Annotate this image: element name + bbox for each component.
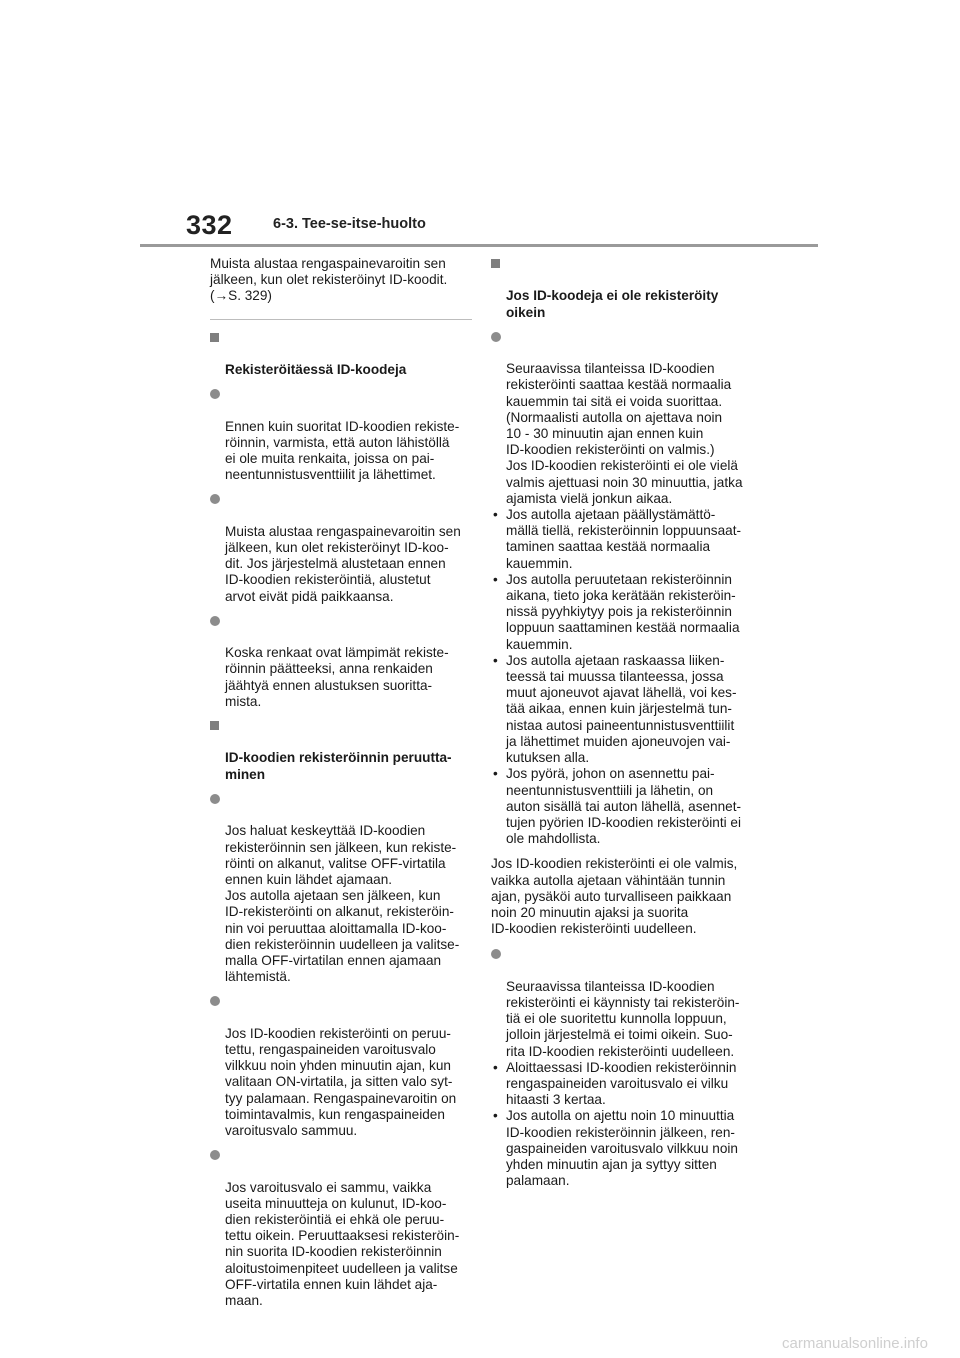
circle-bullet-icon	[210, 494, 220, 504]
sub-list-item-text: Jos autolla on ajettu noin 10 minuuttia ID-koodien rekisteröinnin jälkeen, ren- gaspaineiden varoitusvalo vilkkuu noin yhden minuutin ajan ja syttyy sitten palamaan.	[506, 1108, 738, 1189]
list-item-text: Jos ID-koodien rekisteröinti on peruu- tettu, rengaspaineiden varoitusvalo vilkkuu noin yhden minuutin ajan, kun valitaan ON-virtatila, ja sitten valo syt- tyy palamaan. Rengaspainevaroitin on toimintavalmis, kun rengaspaineiden varoitusvalo sammuu.	[225, 1025, 457, 1138]
sub-list-item	[491, 653, 753, 766]
circle-bullet-icon	[210, 616, 220, 626]
sub-list-item-text: Jos autolla ajetaan raskaassa liiken- teessä tai muussa tilanteessa, jossa muut ajoneuvot ajavat lähellä, voi kes- tää aikaa, ennen kuin järjestelmä tun- nistaa autosi paineentunnistusventtiilit ja lähettimet muiden ajoneuvojen vai- kutuksen alla.	[506, 652, 737, 766]
list-item	[210, 386, 472, 483]
heading-registering	[210, 330, 472, 379]
circle-bullet-icon	[210, 794, 220, 804]
section-title: 6-3. Tee-se-itse-huolto	[273, 216, 426, 232]
circle-bullet-icon	[210, 1150, 220, 1160]
list-item	[491, 329, 753, 507]
sub-list-item	[491, 1108, 753, 1189]
sub-list	[491, 507, 753, 847]
sub-list-item	[491, 1060, 753, 1109]
list-item-text: Jos varoitusvalo ei sammu, vaikka useita minuutteja on kulunut, ID-koo- dien rekisteröintiä ei ehkä ole peruu- tettu oikein. Peruuttaaksesi rekisteröin- nin suorita ID-koodien rekisteröinnin aloitustoimenpiteet uudelleen ja valitse OFF-virtatila ennen kuin lähdet aja- maan.	[225, 1179, 460, 1308]
sub-list-item	[491, 572, 753, 653]
sub-list-item	[491, 507, 753, 572]
heading-text: Rekisteröitäessä ID-koodeja	[225, 362, 407, 378]
sub-list-item-text: Aloittaessasi ID-koodien rekisteröinnin rengaspaineiden varoitusvalo ei vilku hitaasti 3 kertaa.	[506, 1059, 737, 1108]
sub-list	[491, 1060, 753, 1190]
sub-list-item-text: Jos autolla peruutetaan rekisteröinnin aikana, tieto joka kerätään rekisteröin- nissä pyyhkiytyy pois ja rekisteröinnin loppuun saattaminen kestää normaalia kauemmin.	[506, 571, 740, 652]
sub-list-item-text: Jos pyörä, johon on asennettu pai- neentunnistusventtiili ja lähetin, on auton sisällä tai auton lähellä, asennet- tujen pyörien ID-koodien rekisteröinti ei ole mahdollista.	[506, 766, 742, 847]
page-header	[0, 0, 960, 250]
dot-bullet-icon: •	[493, 507, 498, 523]
watermark: carmanualsonline.info	[782, 1335, 928, 1352]
heading-cancelling	[210, 718, 472, 783]
dot-bullet-icon: •	[493, 571, 498, 587]
circle-bullet-icon	[210, 996, 220, 1006]
sub-list-item-text: Jos autolla ajetaan päällystämättö- mällä tiellä, rekisteröinnin loppuunsaat- taminen saattaa kestää normaalia kauemmin.	[506, 507, 741, 571]
body-paragraph: Jos ID-koodien rekisteröinti ei ole valmis, vaikka autolla ajetaan vähintään tunnin ajan, pysäköi auto turvalliseen paikkaan noin 20 minuutin ajaksi ja suorita ID-koodien rekisteröinti uudelleen.	[491, 856, 738, 937]
list-item-text: Ennen kuin suoritat ID-koodien rekiste- röinnin, varmista, että auton lähistöllä ei ole muita renkaita, joissa on pai- neentunnistusventtiilit ja lähettimet.	[225, 418, 460, 483]
circle-bullet-icon	[210, 389, 220, 399]
list-item-text: Koska renkaat ovat lämpimät rekiste- röinnin päätteeksi, anna renkaiden jäähtyä ennen alustuksen suoritta- mista.	[225, 645, 449, 709]
right-column	[491, 256, 753, 1198]
sub-list-item	[491, 766, 753, 847]
list-item-text: Seuraavissa tilanteissa ID-koodien rekisteröinti saattaa kestää normaalia kauemmin tai sitä ei voida suorittaa. (Normaalisti autolla on ajettava noin 10 - 30 minuutin ajan ennen kuin ID-koodien rekisteröinti on valmis.) Jos ID-koodien rekisteröinti ei ole vielä valmis ajettuasi noin 30 minuuttia, jatka ajamista vielä jonkun aikaa.	[506, 361, 743, 506]
intro-paragraph: Muista alustaa rengaspainevaroitin sen jälkeen, kun olet rekisteröinyt ID-koodit. (→S. 329)	[210, 256, 448, 304]
circle-bullet-icon	[491, 332, 501, 342]
dot-bullet-icon: •	[493, 652, 498, 668]
list-item	[210, 791, 472, 985]
list-item-text: Muista alustaa rengaspainevaroitin sen jälkeen, kun olet rekisteröinyt ID-koo- dit. Jos järjestelmä alustetaan ennen ID-koodien rekisteröintiä, alustetut arvot eivät pidä paikkaansa.	[225, 523, 461, 604]
list-item	[210, 613, 472, 710]
square-bullet-icon	[491, 259, 500, 268]
list-item-text: Jos haluat keskeyttää ID-koodien rekisteröinnin sen jälkeen, kun rekiste- röinti on alkanut, valitse OFF-virtatila ennen kuin lähdet ajamaan. Jos autolla ajetaan sen jälkeen, kun ID-rekisteröinti on alkanut, rekisteröin- nin voi peruuttaa aloittamalla ID-koo- dien rekisteröinnin uudelleen ja valitse- malla OFF-virtatilan ennen ajamaan lähtemistä.	[225, 823, 460, 985]
heading-not-registered	[491, 256, 753, 321]
list-item	[210, 491, 472, 604]
dot-bullet-icon: •	[493, 766, 498, 782]
circle-bullet-icon	[491, 949, 501, 959]
square-bullet-icon	[210, 333, 219, 342]
list-item-text: Seuraavissa tilanteissa ID-koodien rekisteröinti ei käynnisty tai rekisteröin- tiä ei ole suoritettu kunnolla loppuun, jolloin järjestelmä ei toimi oikein. Suo- rita ID-koodien rekisteröinti uudelleen.	[506, 978, 740, 1059]
left-column	[210, 256, 472, 1317]
heading-text: Jos ID-koodeja ei ole rekisteröity oikein	[506, 288, 719, 320]
list-item	[491, 946, 753, 1059]
list-item	[210, 993, 472, 1139]
header-rule	[140, 244, 818, 247]
page-number: 332	[186, 210, 233, 240]
divider	[210, 319, 472, 320]
heading-text: ID-koodien rekisteröinnin peruutta- minen	[225, 750, 452, 782]
list-item	[210, 1147, 472, 1309]
square-bullet-icon	[210, 721, 219, 730]
dot-bullet-icon: •	[493, 1059, 498, 1075]
dot-bullet-icon: •	[493, 1108, 498, 1124]
